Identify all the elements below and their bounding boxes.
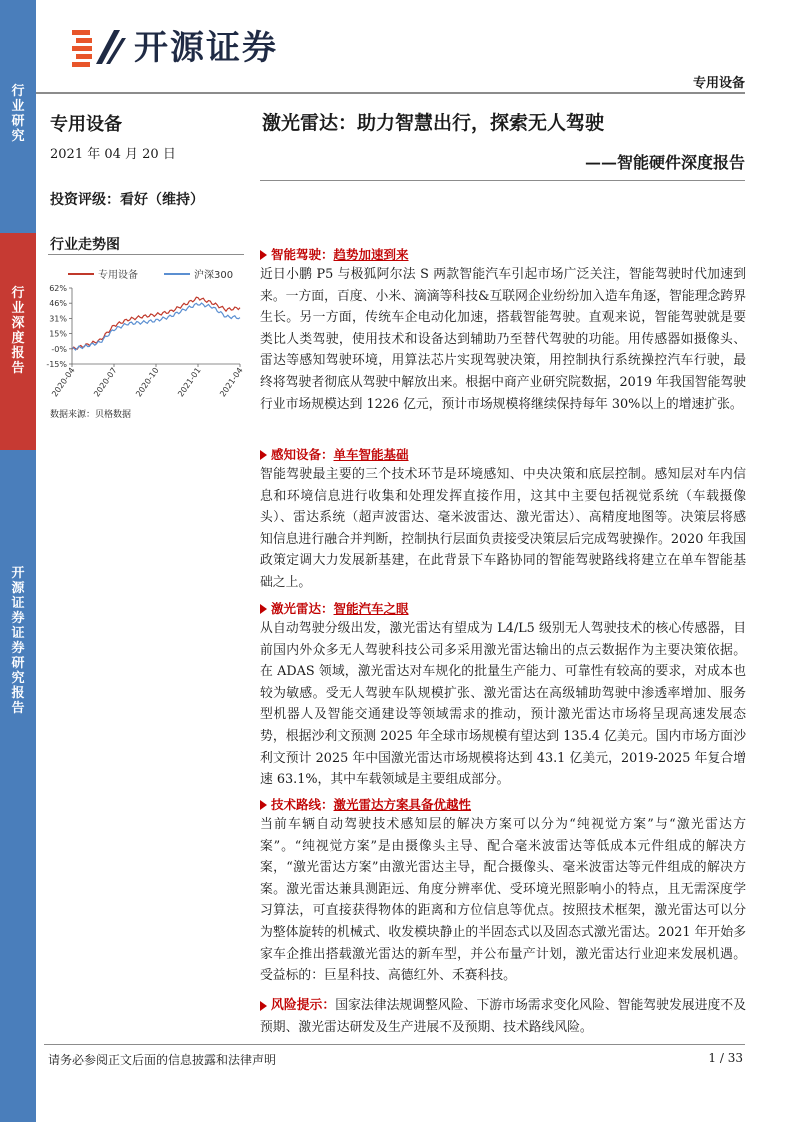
category-title: 专用设备	[50, 114, 122, 135]
section-label: 技术路线：	[271, 797, 334, 812]
x-tick-label: 2020-10	[134, 365, 161, 399]
side-label-brand-research: 开 源 证 券 证 券 研 究 报 告	[11, 566, 25, 716]
section-lidar	[260, 600, 746, 791]
chart-x-ticks	[50, 364, 245, 399]
section-headline: 激光雷达方案具备优越性	[333, 797, 472, 812]
brand-logo	[70, 24, 310, 70]
report-subtitle: ——智能硬件深度报告	[584, 153, 745, 172]
section-heading	[260, 246, 746, 264]
section-heading	[260, 796, 746, 814]
section-body: 智能驾驶最主要的三个技术环节是环境感知、中央决策和底层控制。感知层对车内信息和环境信息进行收集和处理发挥直接作用，这其中主要包括视觉系统（车载摄像头）、雷达系统（超声波雷达、毫米波雷达、激光雷达）、高精度地图等。决策层将感知信息进行融合并判断，控制执行层面负责接受决策层后完成驾驶操作。2020 年我国政策定调大力发展新基建，在此背景下车路协同的智能驾驶路线将建立在单车智能基础之上。	[260, 467, 746, 590]
section-body: 近日小鹏 P5 与极狐阿尔法 S 两款智能汽车引起市场广泛关注，智能驾驶时代加速到来。一方面，百度、小米、滴滴等科技&互联网企业纷纷加入造车角逐，智能理念跨界生长。另一方面，传统车企电动化加速，搭载智能驾驶。直观来说，智能驾驶就是要类比人类驾驶，使用技术和设备达到辅助乃至替代驾驶的功能。用传感器如摄像头、雷达等感知驾驶环境，用算法芯片实现驾驶决策，用控制执行系统操控汽车行驶，最终将驾驶者彻底从驾驶中解放出来。根据中商产业研究院数据，2019 年我国智能驾驶行业市场规模达到 1226 亿元，预计市场规模将继续保持每年 30%以上的增速扩张。	[260, 267, 746, 412]
y-tick-label: -15%	[46, 360, 67, 369]
triangle-bullet-icon	[260, 1001, 267, 1011]
side-band	[0, 0, 36, 1122]
y-tick-label: 62%	[49, 284, 67, 293]
triangle-bullet-icon	[260, 450, 267, 460]
trend-chart	[40, 262, 246, 402]
trend-chart-svg	[40, 262, 246, 402]
section-tech-route	[260, 796, 746, 987]
series-line-equipment	[72, 297, 240, 349]
chart-grid	[72, 288, 240, 364]
header-category: 专用设备	[692, 76, 745, 91]
report-title: 激光雷达：助力智慧出行，探索无人驾驶	[262, 112, 605, 134]
section-risk	[260, 995, 746, 1038]
trend-divider	[48, 254, 244, 255]
footer-disclaimer: 请务必参阅正文后面的信息披露和法律声明	[48, 1053, 277, 1067]
series-line-csi300	[72, 303, 240, 350]
legend-label: 沪深300	[194, 270, 234, 281]
kaiyuan-logo-icon	[70, 24, 126, 70]
side-label-deep-report: 行 业 深 度 报 告	[11, 286, 25, 376]
section-headline: 趋势加速到来	[333, 247, 409, 262]
investment-rating: 投资评级：看好（维持）	[50, 192, 204, 208]
y-tick-label: 31%	[49, 314, 67, 324]
title-divider	[260, 180, 745, 181]
chart-y-ticks	[46, 284, 72, 369]
footer-divider	[44, 1044, 745, 1045]
risk-paragraph	[260, 995, 746, 1038]
chart-legend	[68, 268, 233, 281]
triangle-bullet-icon	[260, 604, 267, 614]
report-date: 2021 年 04 月 20 日	[50, 147, 176, 162]
x-tick-label: 2020-04	[50, 365, 77, 399]
section-heading	[260, 446, 746, 464]
section-body: 当前车辆自动驾驶技术感知层的解决方案可以分为“纯视觉方案”与“激光雷达方案”。“纯视觉方案”是由摄像头主导、配合毫米波雷达等低成本元件组成的解决方案，“激光雷达方案”由激光雷达主导，配合摄像头、毫米波雷达等元件组成的解决方案。激光雷达兼具测距远、角度分辨率优、受环境光照影响小的特点，且无需深度学习算法，可直接获得物体的距离和方位信息等优点。按照技术框架，激光雷达可以分为整体旋转的机械式、收发模块静止的半固态式以及固态式激光雷达。2021 年开始多家车企推出搭载激光雷达的新车型，并公布量产计划，激光雷达行业迎来发展机遇。受益标的：巨星科技、高德红外、禾赛科技。	[260, 817, 746, 984]
y-tick-label: 46%	[49, 299, 67, 309]
section-headline: 单车智能基础	[333, 447, 409, 462]
x-tick-label: 2021-04	[218, 365, 245, 399]
page-number: 1 / 33	[708, 1051, 743, 1065]
y-tick-label: 15%	[49, 329, 67, 339]
section-headline: 智能汽车之眼	[333, 601, 409, 616]
section-body: 从自动驾驶分级出发，激光雷达有望成为 L4/L5 级别无人驾驶技术的核心传感器，目前国内外众多无人驾驶科技公司多采用激光雷达输出的点云数据作为主要决策依据。在 ADAS 领域，激光雷达对车规化的批量生产能力、可靠性有较高的要求，对成本也较为敏感。受无人驾驶车队规模扩张、激光雷达在高级辅助驾驶中渗透率增加、服务型机器人及智能交通建设等领域需求的推动，预计激光雷达市场将呈现高速发展态势，根据沙利文预测 2025 年全球市场规模有望达到 135.4 亿美元。国内市场方面沙利文预计 2025 年中国激光雷达市场规模将达到 43.1 亿美元，2019-2025 年复合增速 63.1%，其中车载领域是主要组成部分。	[260, 621, 746, 788]
triangle-bullet-icon	[260, 800, 267, 810]
data-source: 数据来源：贝格数据	[50, 410, 132, 420]
risk-label: 风险提示：	[271, 998, 336, 1013]
brand-name: 开源证券	[134, 28, 278, 68]
x-tick-label: 2021-01	[176, 365, 203, 399]
section-label: 感知设备：	[271, 447, 334, 462]
header-divider	[36, 92, 745, 94]
risk-body: 国家法律法规调整风险、下游市场需求变化风险、智能驾驶发展进度不及预期、激光雷达研发及生产进展不及预期、技术路线风险。	[260, 998, 747, 1035]
x-tick-label: 2020-07	[92, 365, 119, 399]
y-tick-label: -0%	[51, 344, 67, 354]
side-label-industry-research: 行 业 研 究	[11, 84, 25, 144]
chart-series	[72, 297, 240, 350]
section-sensing	[260, 446, 746, 594]
triangle-bullet-icon	[260, 250, 267, 260]
section-label: 智能驾驶：	[271, 247, 334, 262]
section-heading	[260, 600, 746, 618]
section-smart-driving	[260, 246, 746, 415]
legend-label: 专用设备	[98, 270, 138, 281]
section-label: 激光雷达：	[271, 601, 334, 616]
trend-chart-title: 行业走势图	[50, 237, 120, 253]
